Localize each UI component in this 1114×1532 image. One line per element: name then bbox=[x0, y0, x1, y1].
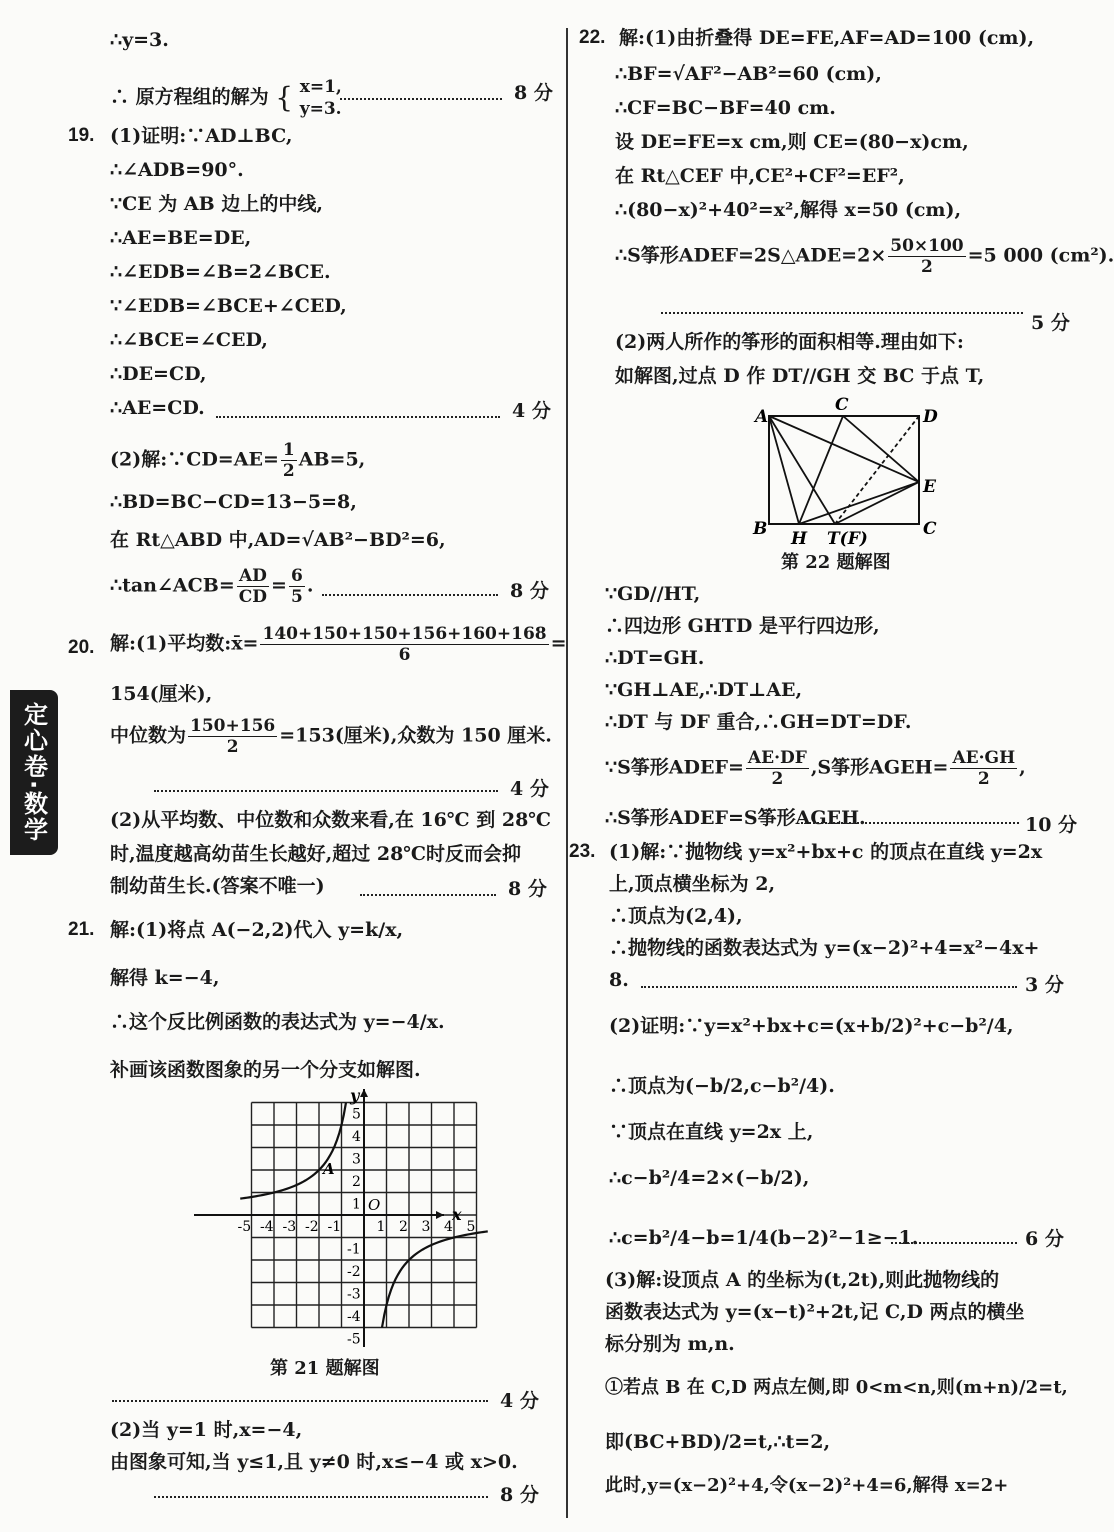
dotted-leader bbox=[641, 986, 1017, 988]
q22-line: 解:(1)由折叠得 DE=FE,AF=AD=100 (cm), bbox=[619, 27, 1035, 49]
y-tick-label: 5 bbox=[352, 1106, 361, 1123]
question-number: 21. bbox=[68, 919, 95, 940]
label-a: A bbox=[755, 407, 769, 427]
system-values bbox=[300, 76, 342, 120]
q20-mean: 解:(1)平均数:x̄= $\frac{140+150+150+156+160+168}{6}$ = bbox=[110, 624, 567, 665]
question-number: 20. bbox=[68, 637, 95, 658]
q22-line: (2)两人所作的筝形的面积相等.理由如下: bbox=[615, 331, 964, 353]
q20-line: 154(厘米), bbox=[110, 683, 213, 705]
score: 10 分 bbox=[1025, 814, 1078, 836]
q23-line: (3)解:设顶点 A 的坐标为(t,2t),则此抛物线的 bbox=[605, 1269, 1000, 1291]
text-segment: =153(厘米),众数为 150 厘米. bbox=[279, 724, 552, 747]
x-tick-label: -2 bbox=[305, 1219, 319, 1235]
q22-line: 在 Rt△CEF 中,CE²+CF²=EF², bbox=[615, 165, 905, 187]
q22-figure bbox=[751, 392, 951, 547]
x-axis-arrow bbox=[436, 1211, 444, 1219]
q19-tan: ∴tan∠ACB= $\frac{AD}{CD}$ = $\frac{6}{5}$ . bbox=[110, 566, 314, 607]
segment-ae bbox=[769, 416, 919, 482]
q23-line: 此时,y=(x−2)²+4,令(x−2)²+4=6,解得 x=2+ bbox=[605, 1475, 1009, 1496]
dotted-leader bbox=[322, 594, 498, 596]
kite-figure bbox=[752, 395, 938, 549]
denominator: 6 bbox=[398, 645, 411, 665]
system-solution bbox=[110, 76, 342, 120]
label-h: H bbox=[791, 529, 808, 549]
q21-line: (2)当 y=1 时,x=−4, bbox=[110, 1419, 303, 1441]
dotted-leader bbox=[216, 416, 500, 418]
numerator: AD bbox=[237, 566, 269, 587]
text-segment: AB=5, bbox=[298, 448, 366, 471]
q22-line: ∴BF=√AF²−AB²=60 (cm), bbox=[615, 63, 882, 85]
fraction bbox=[281, 440, 297, 481]
score: 8 分 bbox=[510, 580, 549, 602]
x-tick-label: 3 bbox=[421, 1219, 431, 1235]
dotted-leader bbox=[340, 98, 502, 100]
q19-line: ∴DE=CD, bbox=[110, 363, 207, 385]
x-tick-label: -1 bbox=[327, 1219, 342, 1235]
q21-graph bbox=[194, 1085, 534, 1355]
q22-areas: ∵S筝形ADEF= $\frac{AE\cdot DF}{2}$ ,S筝形AGEH= $\frac{AE\cdot GH}{2}$ , bbox=[605, 748, 1026, 789]
score: 6 分 bbox=[1025, 1228, 1064, 1250]
q19-line: ∵CE 为 AB 边上的中线, bbox=[110, 193, 323, 215]
dotted-leader bbox=[360, 894, 496, 896]
x-tick-label: -4 bbox=[260, 1219, 274, 1235]
text-segment: 解:(1)平均数:x̄= bbox=[110, 632, 259, 655]
score: 8 分 bbox=[514, 82, 553, 104]
q22-line: ∵GD//HT, bbox=[605, 583, 701, 605]
denominator: 2 bbox=[921, 257, 933, 277]
q20-median bbox=[110, 716, 552, 757]
q23-line: 函数表达式为 y=(x−t)²+2t,记 C,D 两点的横坐 bbox=[605, 1301, 1025, 1323]
y-axis-label: y bbox=[350, 1086, 360, 1105]
dotted-leader bbox=[891, 1242, 1017, 1244]
y-tick-label: 2 bbox=[352, 1174, 361, 1190]
x-axis-label: x bbox=[452, 1205, 462, 1224]
q19-line: ∴AE=CD. bbox=[110, 397, 205, 419]
dotted-leader bbox=[661, 312, 1023, 314]
figure-caption: 第 21 题解图 bbox=[270, 1358, 380, 1379]
q20-line: (2)从平均数、中位数和众数来看,在 16℃ 到 28℃ bbox=[110, 809, 552, 831]
q22-line: ∴四边形 GHTD 是平行四边形, bbox=[605, 615, 880, 637]
numerator: 6 bbox=[290, 566, 303, 586]
x-tick-label: 1 bbox=[376, 1219, 386, 1235]
q23-line: 标分别为 m,n. bbox=[605, 1333, 735, 1355]
segment-af bbox=[769, 416, 835, 524]
x-tick-label: -5 bbox=[237, 1219, 252, 1235]
q19-line: 在 Rt△ABD 中,AD=√AB²−BD²=6, bbox=[110, 529, 446, 551]
figure-caption: 第 22 题解图 bbox=[781, 552, 891, 573]
score: 8 分 bbox=[500, 1484, 539, 1506]
y-tick-label: 3 bbox=[352, 1151, 361, 1168]
brace: { bbox=[275, 81, 294, 114]
fraction bbox=[888, 236, 965, 277]
denominator: 2 bbox=[771, 769, 784, 789]
numerator: 1 bbox=[282, 440, 295, 460]
segment-ah bbox=[769, 416, 799, 524]
segment-he bbox=[799, 482, 919, 524]
numerator: 150+156 bbox=[190, 716, 276, 736]
q21-line: 补画该函数图象的另一个分支如解图. bbox=[110, 1059, 421, 1081]
q19-part2 bbox=[110, 440, 365, 481]
denominator: CD bbox=[238, 587, 268, 607]
q20-line: 制幼苗生长.(答案不唯一) bbox=[110, 875, 325, 897]
q22-area bbox=[615, 236, 1114, 277]
fraction bbox=[260, 624, 548, 665]
y-tick-label: -5 bbox=[347, 1331, 361, 1348]
q21-line: ∴这个反比例函数的表达式为 y=−4/x. bbox=[110, 1011, 445, 1033]
label-d: D bbox=[923, 407, 938, 427]
question-number: 23. bbox=[569, 841, 596, 862]
numerator: AE·DF bbox=[747, 748, 807, 768]
label-b: B bbox=[753, 519, 768, 539]
fraction bbox=[950, 748, 1017, 789]
q20-line: 时,温度越高幼苗生长越好,超过 28℃时反而会抑 bbox=[110, 843, 522, 865]
q23-line: 即(BC+BD)/2=t,∴t=2, bbox=[605, 1431, 831, 1453]
score: 4 分 bbox=[512, 400, 551, 422]
score: 5 分 bbox=[1031, 312, 1070, 334]
q23-line: (2)证明:∵y=x²+bx+c=(x+b/2)²+c−b²/4, bbox=[609, 1015, 1014, 1037]
q23-line: ∵顶点在直线 y=2x 上, bbox=[609, 1121, 814, 1143]
x-tick-label: 2 bbox=[399, 1219, 408, 1235]
y-tick-label: -3 bbox=[347, 1286, 361, 1303]
point-a-label: A bbox=[323, 1160, 335, 1178]
q23-line: 上,顶点横坐标为 2, bbox=[609, 873, 776, 895]
question-number: 19. bbox=[68, 125, 95, 146]
q23-line: ∴c−b²/4=2×(−b/2), bbox=[609, 1167, 810, 1189]
dotted-leader bbox=[801, 822, 1019, 824]
q19-line: ∵∠EDB=∠BCE+∠CED, bbox=[110, 295, 347, 317]
fraction bbox=[237, 566, 269, 607]
text-segment: ∴tan∠ACB= bbox=[110, 574, 235, 597]
q22-line: ∴(80−x)²+40²=x²,解得 x=50 (cm), bbox=[615, 199, 962, 221]
hyperbola-branch-left bbox=[240, 1103, 346, 1199]
label-c: C bbox=[923, 519, 937, 539]
q22-line: 设 DE=FE=x cm,则 CE=(80−x)cm, bbox=[615, 131, 969, 153]
label-g: C bbox=[835, 395, 849, 415]
segment-ge bbox=[843, 416, 919, 482]
fraction bbox=[188, 716, 277, 757]
system-y: y=3. bbox=[299, 99, 342, 119]
q23-line: (1)解:∵抛物线 y=x²+bx+c 的顶点在直线 y=2x bbox=[609, 841, 1043, 863]
side-tab-label: 定心卷·数学 bbox=[10, 690, 58, 855]
q22-line: ∵GH⊥AE,∴DT⊥AE, bbox=[605, 679, 803, 701]
x-tick-label: 5 bbox=[466, 1219, 476, 1235]
line-y3: ∴y=3. bbox=[110, 29, 169, 51]
hyperbola-branch-right bbox=[382, 1231, 488, 1327]
q23-line: ∴c=b²/4−b=1/4(b−2)²−1≥−1. bbox=[609, 1227, 919, 1249]
q23-line: 8. bbox=[609, 969, 629, 991]
grid bbox=[194, 1089, 477, 1347]
q19-line: ∴BD=BC−CD=13−5=8, bbox=[110, 491, 357, 513]
y-tick-label: 1 bbox=[352, 1196, 361, 1213]
denominator: 5 bbox=[290, 587, 303, 607]
column-divider bbox=[566, 28, 568, 1518]
q23-line: ①若点 B 在 C,D 两点左侧,即 0<m<n,则(m+n)/2=t, bbox=[605, 1377, 1068, 1398]
q22-line: ∴DT=GH. bbox=[605, 647, 705, 669]
score: 3 分 bbox=[1025, 974, 1064, 996]
score: 8 分 bbox=[508, 878, 547, 900]
q22-line: ∴DT 与 DF 重合,∴GH=DT=DF. bbox=[605, 711, 912, 733]
fraction bbox=[746, 748, 809, 789]
text-segment: ,S筝形AGEH= bbox=[810, 756, 949, 779]
score: 4 分 bbox=[500, 1390, 539, 1412]
q19-line: (1)证明:∵AD⊥BC, bbox=[110, 125, 293, 147]
q22-line: ∴CF=BC−BF=40 cm. bbox=[615, 97, 836, 119]
segment-fe bbox=[835, 482, 919, 524]
denominator: 2 bbox=[282, 461, 295, 481]
y-tick-label: 4 bbox=[352, 1129, 361, 1145]
dotted-leader bbox=[112, 1400, 488, 1402]
q21-line: 解:(1)将点 A(−2,2)代入 y=k/x, bbox=[110, 919, 404, 941]
y-tick-label: -1 bbox=[347, 1241, 361, 1258]
y-axis-arrow bbox=[360, 1089, 368, 1097]
q19-line: ∴∠EDB=∠B=2∠BCE. bbox=[110, 261, 331, 283]
q22-line: ∴S筝形ADEF=S筝形AGEH. bbox=[605, 807, 866, 829]
q21-line: 由图象可知,当 y≤1,且 y≠0 时,x≤−4 或 x>0. bbox=[110, 1451, 518, 1473]
q21-line: 解得 k=−4, bbox=[110, 967, 220, 989]
dotted-leader bbox=[154, 1496, 488, 1498]
denominator: 2 bbox=[977, 769, 990, 789]
q19-line: ∴∠BCE=∠CED, bbox=[110, 329, 268, 351]
question-number: 22. bbox=[579, 27, 606, 48]
q23-line: ∴顶点为(−b/2,c−b²/4). bbox=[609, 1075, 835, 1097]
numerator: 50×100 bbox=[890, 236, 964, 256]
x-tick-label: -3 bbox=[282, 1219, 297, 1235]
label-e: E bbox=[923, 477, 936, 497]
x-tick-label: 4 bbox=[444, 1219, 453, 1235]
text-segment: ∴S筝形ADEF=2S△ADE=2× bbox=[615, 244, 887, 267]
text-segment: =5 000 (cm²). bbox=[967, 244, 1114, 267]
label-tf: T(F) bbox=[827, 529, 868, 549]
q19-line: ∴∠ADB=90°. bbox=[110, 159, 244, 181]
system-prefix: ∴ 原方程组的解为 bbox=[110, 86, 269, 108]
system-x: x=1, bbox=[299, 77, 342, 97]
q19-line: ∴AE=BE=DE, bbox=[110, 227, 252, 249]
y-tick-label: -2 bbox=[347, 1264, 361, 1280]
y-tick-label: -4 bbox=[347, 1309, 361, 1325]
numerator: AE·GH bbox=[952, 748, 1016, 768]
dotted-leader bbox=[154, 790, 498, 792]
score: 4 分 bbox=[510, 778, 549, 800]
text-segment: 中位数为 bbox=[110, 724, 187, 747]
denominator: 2 bbox=[226, 737, 239, 757]
q23-line: ∴顶点为(2,4), bbox=[609, 905, 743, 927]
text-segment: ∵S筝形ADEF= bbox=[605, 756, 744, 779]
text-segment: (2)解:∵CD=AE= bbox=[110, 448, 279, 471]
q22-line: 如解图,过点 D 作 DT//GH 交 BC 于点 T, bbox=[615, 365, 985, 387]
q23-line: ∴抛物线的函数表达式为 y=(x−2)²+4=x²−4x+ bbox=[609, 937, 1040, 959]
fraction bbox=[289, 566, 305, 607]
numerator: 140+150+150+156+160+168 bbox=[262, 624, 547, 644]
origin-label: O bbox=[368, 1196, 381, 1214]
